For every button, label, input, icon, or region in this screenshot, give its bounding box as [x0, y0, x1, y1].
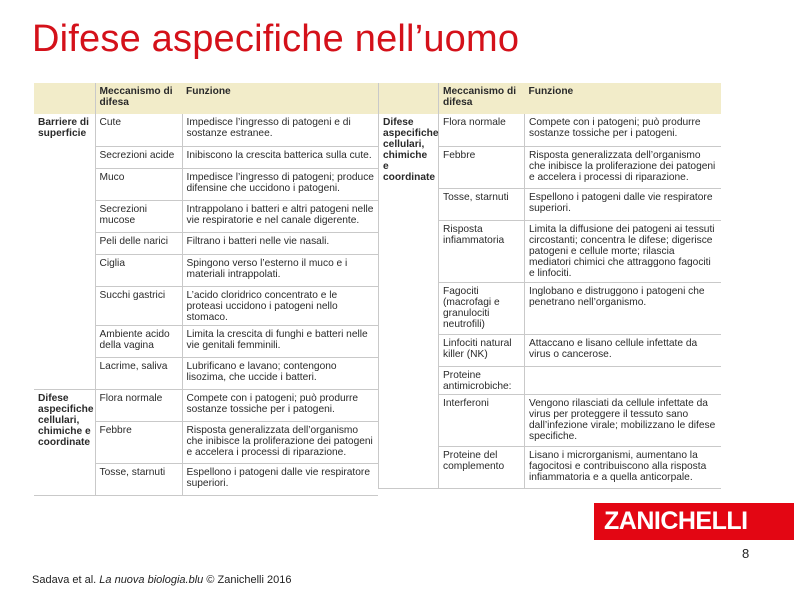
mechanism-cell: Muco [95, 168, 182, 200]
zanichelli-logo: ZANICHELLI [594, 503, 794, 540]
mechanism-cell: Ciglia [95, 254, 182, 286]
table-header-row [34, 83, 378, 114]
mechanism-cell: Proteine antimicrobiche: [439, 366, 525, 394]
mechanism-cell: Ambiente acido della vagina [95, 325, 182, 357]
header-function: Funzione [525, 83, 721, 114]
mechanism-cell: Proteine del complemento [439, 446, 525, 488]
function-cell: Compete con i patogeni; può produrre sostanze tossiche per i patogeni. [182, 389, 378, 421]
header-mechanism: Meccanismo di difesa [439, 83, 525, 114]
function-cell: Attaccano e lisano cellule infettate da virus o cancerose. [525, 334, 721, 366]
mechanism-cell: Succhi gastrici [95, 286, 182, 325]
table-row [34, 114, 378, 146]
group-cell: Difese aspecifiche cellulari, chimiche e coordinate [34, 389, 95, 495]
function-cell: Filtrano i batteri nelle vie nasali. [182, 232, 378, 254]
function-cell: Limita la diffusione dei patogeni ai tessuti circostanti; concentra le difese; digerisce patogeni e cellule morte; rilascia mediatori chimici che attraggono fagociti e linfociti. [525, 220, 721, 282]
table-right [378, 83, 721, 489]
function-cell: Intrappolano i batteri e altri patogeni nelle vie respiratorie e nel canale digerente. [182, 200, 378, 232]
group-cell: Difese aspecifiche cellulari, chimiche e coordinate [379, 114, 439, 488]
mechanism-cell: Tosse, starnuti [439, 188, 525, 220]
table-header-row [379, 83, 721, 114]
function-cell: Lisano i microrganismi, aumentano la fagocitosi e contribuiscono alla risposta infiammatoria e a quella anticorpale. [525, 446, 721, 488]
mechanism-cell: Fagociti (macrofagi e granulociti neutrofili) [439, 282, 525, 334]
page-number: 8 [742, 546, 750, 561]
function-cell: Compete con i patogeni; può produrre sostanze tossiche per i patogeni. [525, 114, 721, 146]
header-empty-cell [379, 83, 439, 114]
mechanism-cell: Secrezioni mucose [95, 200, 182, 232]
function-cell: Spingono verso l’esterno il muco e i materiali intrappolati. [182, 254, 378, 286]
function-cell: Vengono rilasciati da cellule infettate da virus per proteggere il tessuto sano dall’infezione virale; mobilizzano le difese specifiche. [525, 394, 721, 446]
mechanism-cell: Interferoni [439, 394, 525, 446]
mechanism-cell: Lacrime, saliva [95, 357, 182, 389]
mechanism-cell: Febbre [95, 421, 182, 463]
function-cell: Espellono i patogeni dalle vie respiratore superiori. [182, 463, 378, 495]
header-empty-cell [34, 83, 95, 114]
table-row [34, 389, 378, 421]
mechanism-cell: Flora normale [95, 389, 182, 421]
mechanism-cell: Secrezioni acide [95, 146, 182, 168]
header-function: Funzione [182, 83, 378, 114]
slide-title: Difese aspecifiche nell’uomo [32, 18, 520, 60]
function-cell: Impedisce l’ingresso di patogeni e di sostanze estranee. [182, 114, 378, 146]
function-cell: Lubrificano e lavano; contengono lisozima, che uccide i batteri. [182, 357, 378, 389]
function-cell: L’acido cloridrico concentrato e le proteasi uccidono i patogeni nello stomaco. [182, 286, 378, 325]
source-credit: Sadava et al. La nuova biologia.blu © Zanichelli 2016 [32, 574, 292, 586]
function-cell: Risposta generalizzata dell’organismo che inibisce la proliferazione dei patogeni e accelera i processi di riparazione. [525, 146, 721, 188]
group-cell: Barriere di superficie [34, 114, 95, 389]
mechanism-cell: Linfociti natural killer (NK) [439, 334, 525, 366]
function-cell: Limita la crescita di funghi e batteri nelle vie genitali femminili. [182, 325, 378, 357]
header-mechanism: Meccanismo di difesa [95, 83, 182, 114]
mechanism-cell: Cute [95, 114, 182, 146]
function-cell: Risposta generalizzata dell’organismo che inibisce la proliferazione dei patogeni e accelera i processi di riparazione. [182, 421, 378, 463]
mechanism-cell: Tosse, starnuti [95, 463, 182, 495]
table-row [379, 114, 721, 146]
function-cell: Impedisce l’ingresso di patogeni; produce difensine che uccidono i patogeni. [182, 168, 378, 200]
mechanism-cell: Flora normale [439, 114, 525, 146]
function-cell [525, 366, 721, 394]
defense-table [34, 83, 720, 496]
function-cell: Inibiscono la crescita batterica sulla cute. [182, 146, 378, 168]
mechanism-cell: Risposta infiammatoria [439, 220, 525, 282]
mechanism-cell: Febbre [439, 146, 525, 188]
function-cell: Espellono i patogeni dalle vie respiratore superiori. [525, 188, 721, 220]
table-left [34, 83, 378, 496]
function-cell: Inglobano e distruggono i patogeni che penetrano nell’organismo. [525, 282, 721, 334]
mechanism-cell: Peli delle narici [95, 232, 182, 254]
